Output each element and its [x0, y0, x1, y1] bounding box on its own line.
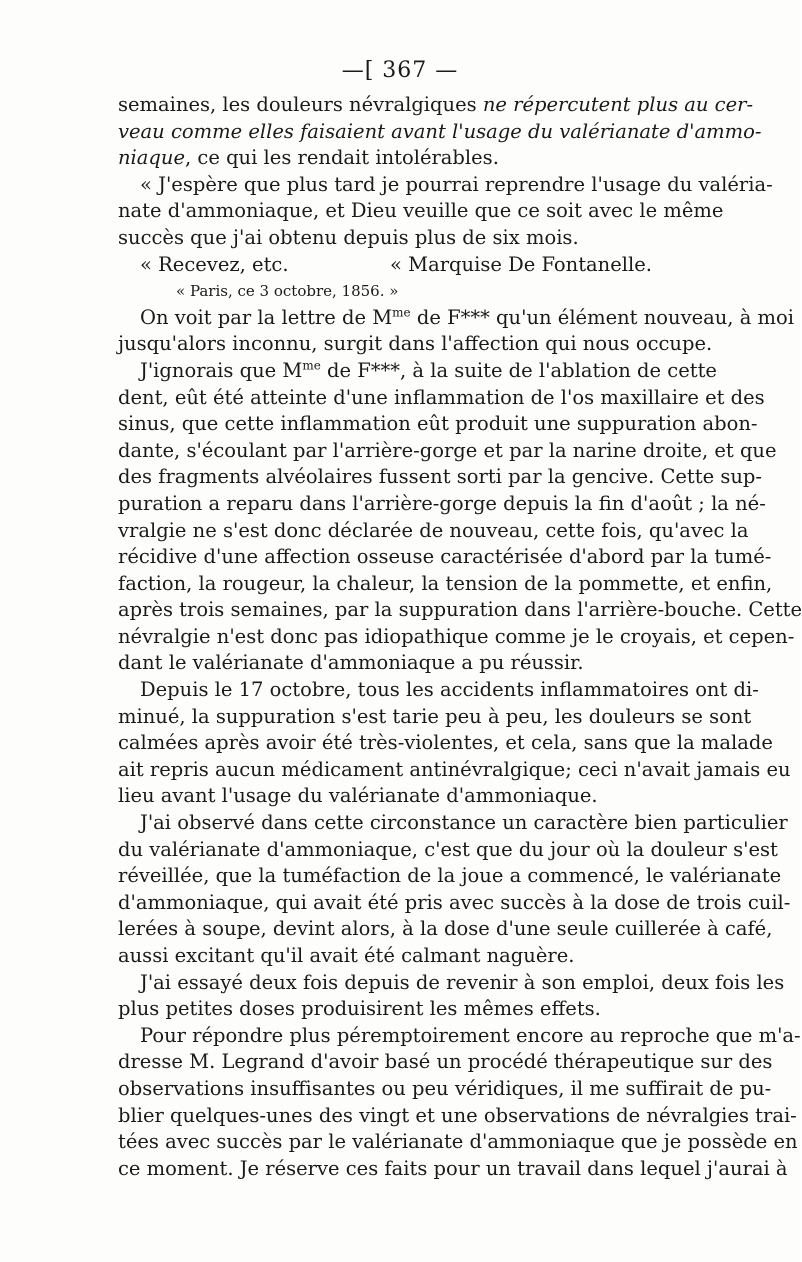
text-line: [118, 704, 752, 731]
text-line: [118, 1103, 797, 1130]
text-run: névralgie n'est donc pas idiopathique comme je le croyais, et cepen-: [118, 624, 795, 648]
text-line: [118, 863, 782, 890]
text-run: aussi excitant qu'il avait été calmant naguère.: [118, 944, 575, 967]
text-line: [118, 1049, 773, 1076]
text-line: [118, 1129, 798, 1156]
text-line: [118, 119, 762, 146]
text-line: [118, 491, 766, 518]
superscript: me: [302, 358, 321, 373]
text-line: [118, 916, 773, 943]
text-line: [118, 92, 754, 119]
text-line: [118, 145, 680, 172]
text-run: de F***, à la suite de l'ablation de cette: [320, 358, 717, 382]
text-line: [118, 198, 724, 225]
text-line: [118, 225, 680, 252]
text-run: après trois semaines, par la suppuration dans l'arrière-bouche. Cette: [118, 598, 802, 622]
text-line: [118, 571, 773, 598]
text-run: lerées à soupe, devint alors, à la dose d'une seule cuillerée à café,: [118, 917, 773, 941]
text-run: observations insuffisantes ou peu véridiques, il me suffirait de pu-: [118, 1076, 772, 1100]
text-run: vralgie ne s'est donc déclarée de nouveau, cette fois, qu'avec la: [118, 518, 749, 542]
superscript: me: [392, 305, 411, 320]
italic-text: ne répercutent plus au cer-: [482, 93, 754, 116]
text-line: [118, 970, 785, 997]
text-line: [118, 1023, 801, 1050]
text-run: ce moment. Je réserve ces faits pour un travail dans lequel j'aurai à: [118, 1156, 788, 1180]
text-run: lieu avant l'usage du valérianate d'ammoniaque.: [118, 784, 598, 808]
signature: « Marquise De Fontanelle.: [390, 252, 652, 276]
text-run: semaines, les douleurs névralgiques: [118, 93, 483, 116]
text-line: [118, 624, 795, 651]
text-line: [118, 757, 791, 784]
signature-line: [118, 252, 680, 279]
text-run: sinus, que cette inflammation eût produit une suppuration abon-: [118, 412, 758, 436]
text-run: réveillée, que la tuméfaction de la joue a commencé, le valérianate: [118, 864, 782, 888]
text-line: [118, 783, 680, 810]
text-run: Depuis le 17 octobre, tous les accidents inflammatoires ont di-: [140, 678, 759, 702]
text-run: dent, eût été atteinte d'une inflammation de l'os maxillaire et des: [118, 385, 765, 409]
text-run: blier quelques-unes des vingt et une observations de névralgies trai-: [118, 1103, 797, 1127]
text-run: d'ammoniaque, qui avait été pris avec succès à la dose de trois cuil-: [118, 890, 791, 914]
text-run: J'ai essayé deux fois depuis de revenir à son emploi, deux fois les: [140, 970, 785, 994]
text-run: calmées après avoir été très-violentes, et cela, sans que la malade: [118, 731, 773, 755]
page-number: —[ 367 —: [341, 58, 459, 83]
text-line: [118, 518, 749, 545]
text-run: Pour répondre plus péremptoirement encore au reproche que m'a-: [140, 1023, 801, 1047]
text-line: [118, 385, 765, 412]
italic-text: niaque: [118, 146, 186, 170]
letter-date: [118, 278, 680, 305]
body-text: [118, 92, 802, 1182]
text-run: On voit par la lettre de M: [140, 305, 393, 329]
text-line: [118, 305, 795, 332]
text-run: J'ignorais que M: [140, 358, 303, 382]
text-run: de F*** qu'un élément nouveau, à moi: [410, 305, 795, 329]
text-run: minué, la suppuration s'est tarie peu à peu, les douleurs se sont: [118, 704, 752, 728]
text-line: [118, 358, 717, 385]
text-line: [118, 650, 680, 677]
text-run: dresse M. Legrand d'avoir basé un procédé thérapeutique sur des: [118, 1050, 773, 1074]
text-run: J'ai observé dans cette circonstance un caractère bien particulier: [140, 811, 788, 835]
text-run: nate d'ammoniaque, et Dieu veuille que ce soit avec le même: [118, 199, 724, 223]
text-run: jusqu'alors inconnu, surgit dans l'affection qui nous occupe.: [118, 332, 713, 356]
text-line: [118, 943, 680, 970]
text-run: « Paris, ce 3 octobre, 1856. »: [176, 282, 399, 301]
text-line: [118, 597, 802, 624]
text-run: , ce qui les rendait intolérables.: [185, 146, 499, 170]
text-line: [118, 464, 762, 491]
text-run: dant le valérianate d'ammoniaque a pu réussir.: [118, 651, 584, 675]
text-line: [118, 438, 777, 465]
text-run: plus petites doses produisirent les mêmes effets.: [118, 997, 601, 1021]
text-run: tées avec succès par le valérianate d'ammoniaque que je possède en: [118, 1130, 798, 1154]
text-line: [118, 677, 759, 704]
text-line: [118, 730, 773, 757]
text-line: [118, 172, 773, 199]
text-run: succès que j'ai obtenu depuis plus de six mois.: [118, 225, 579, 249]
text-line: [118, 411, 758, 438]
text-run: ait repris aucun médicament antinévralgique; ceci n'avait jamais eu: [118, 757, 791, 781]
closing-salutation: « Recevez, etc.: [140, 252, 289, 276]
text-line: [118, 890, 791, 917]
text-line: [118, 837, 778, 864]
text-line: [118, 1076, 772, 1103]
text-run: puration a reparu dans l'arrière-gorge depuis la fin d'août ; la né-: [118, 491, 766, 515]
text-run: des fragments alvéolaires fussent sorti par la gencive. Cette sup-: [118, 465, 762, 489]
text-line: [118, 810, 788, 837]
text-run: récidive d'une affection osseuse caractérisée d'abord par la tumé-: [118, 545, 772, 569]
text-run: dante, s'écoulant par l'arrière-gorge et par la narine droite, et que: [118, 438, 777, 462]
text-run: faction, la rougeur, la chaleur, la tension de la pommette, et enfin,: [118, 571, 773, 595]
text-line: [118, 996, 680, 1023]
text-line: [118, 544, 772, 571]
text-run: « J'espère que plus tard je pourrai reprendre l'usage du valéria-: [140, 172, 773, 196]
text-run: du valérianate d'ammoniaque, c'est que du jour où la douleur s'est: [118, 837, 778, 861]
text-line: [118, 1156, 788, 1183]
text-line: [118, 331, 713, 358]
italic-text: veau comme elles faisaient avant l'usage du valérianate d'ammo-: [118, 119, 762, 143]
